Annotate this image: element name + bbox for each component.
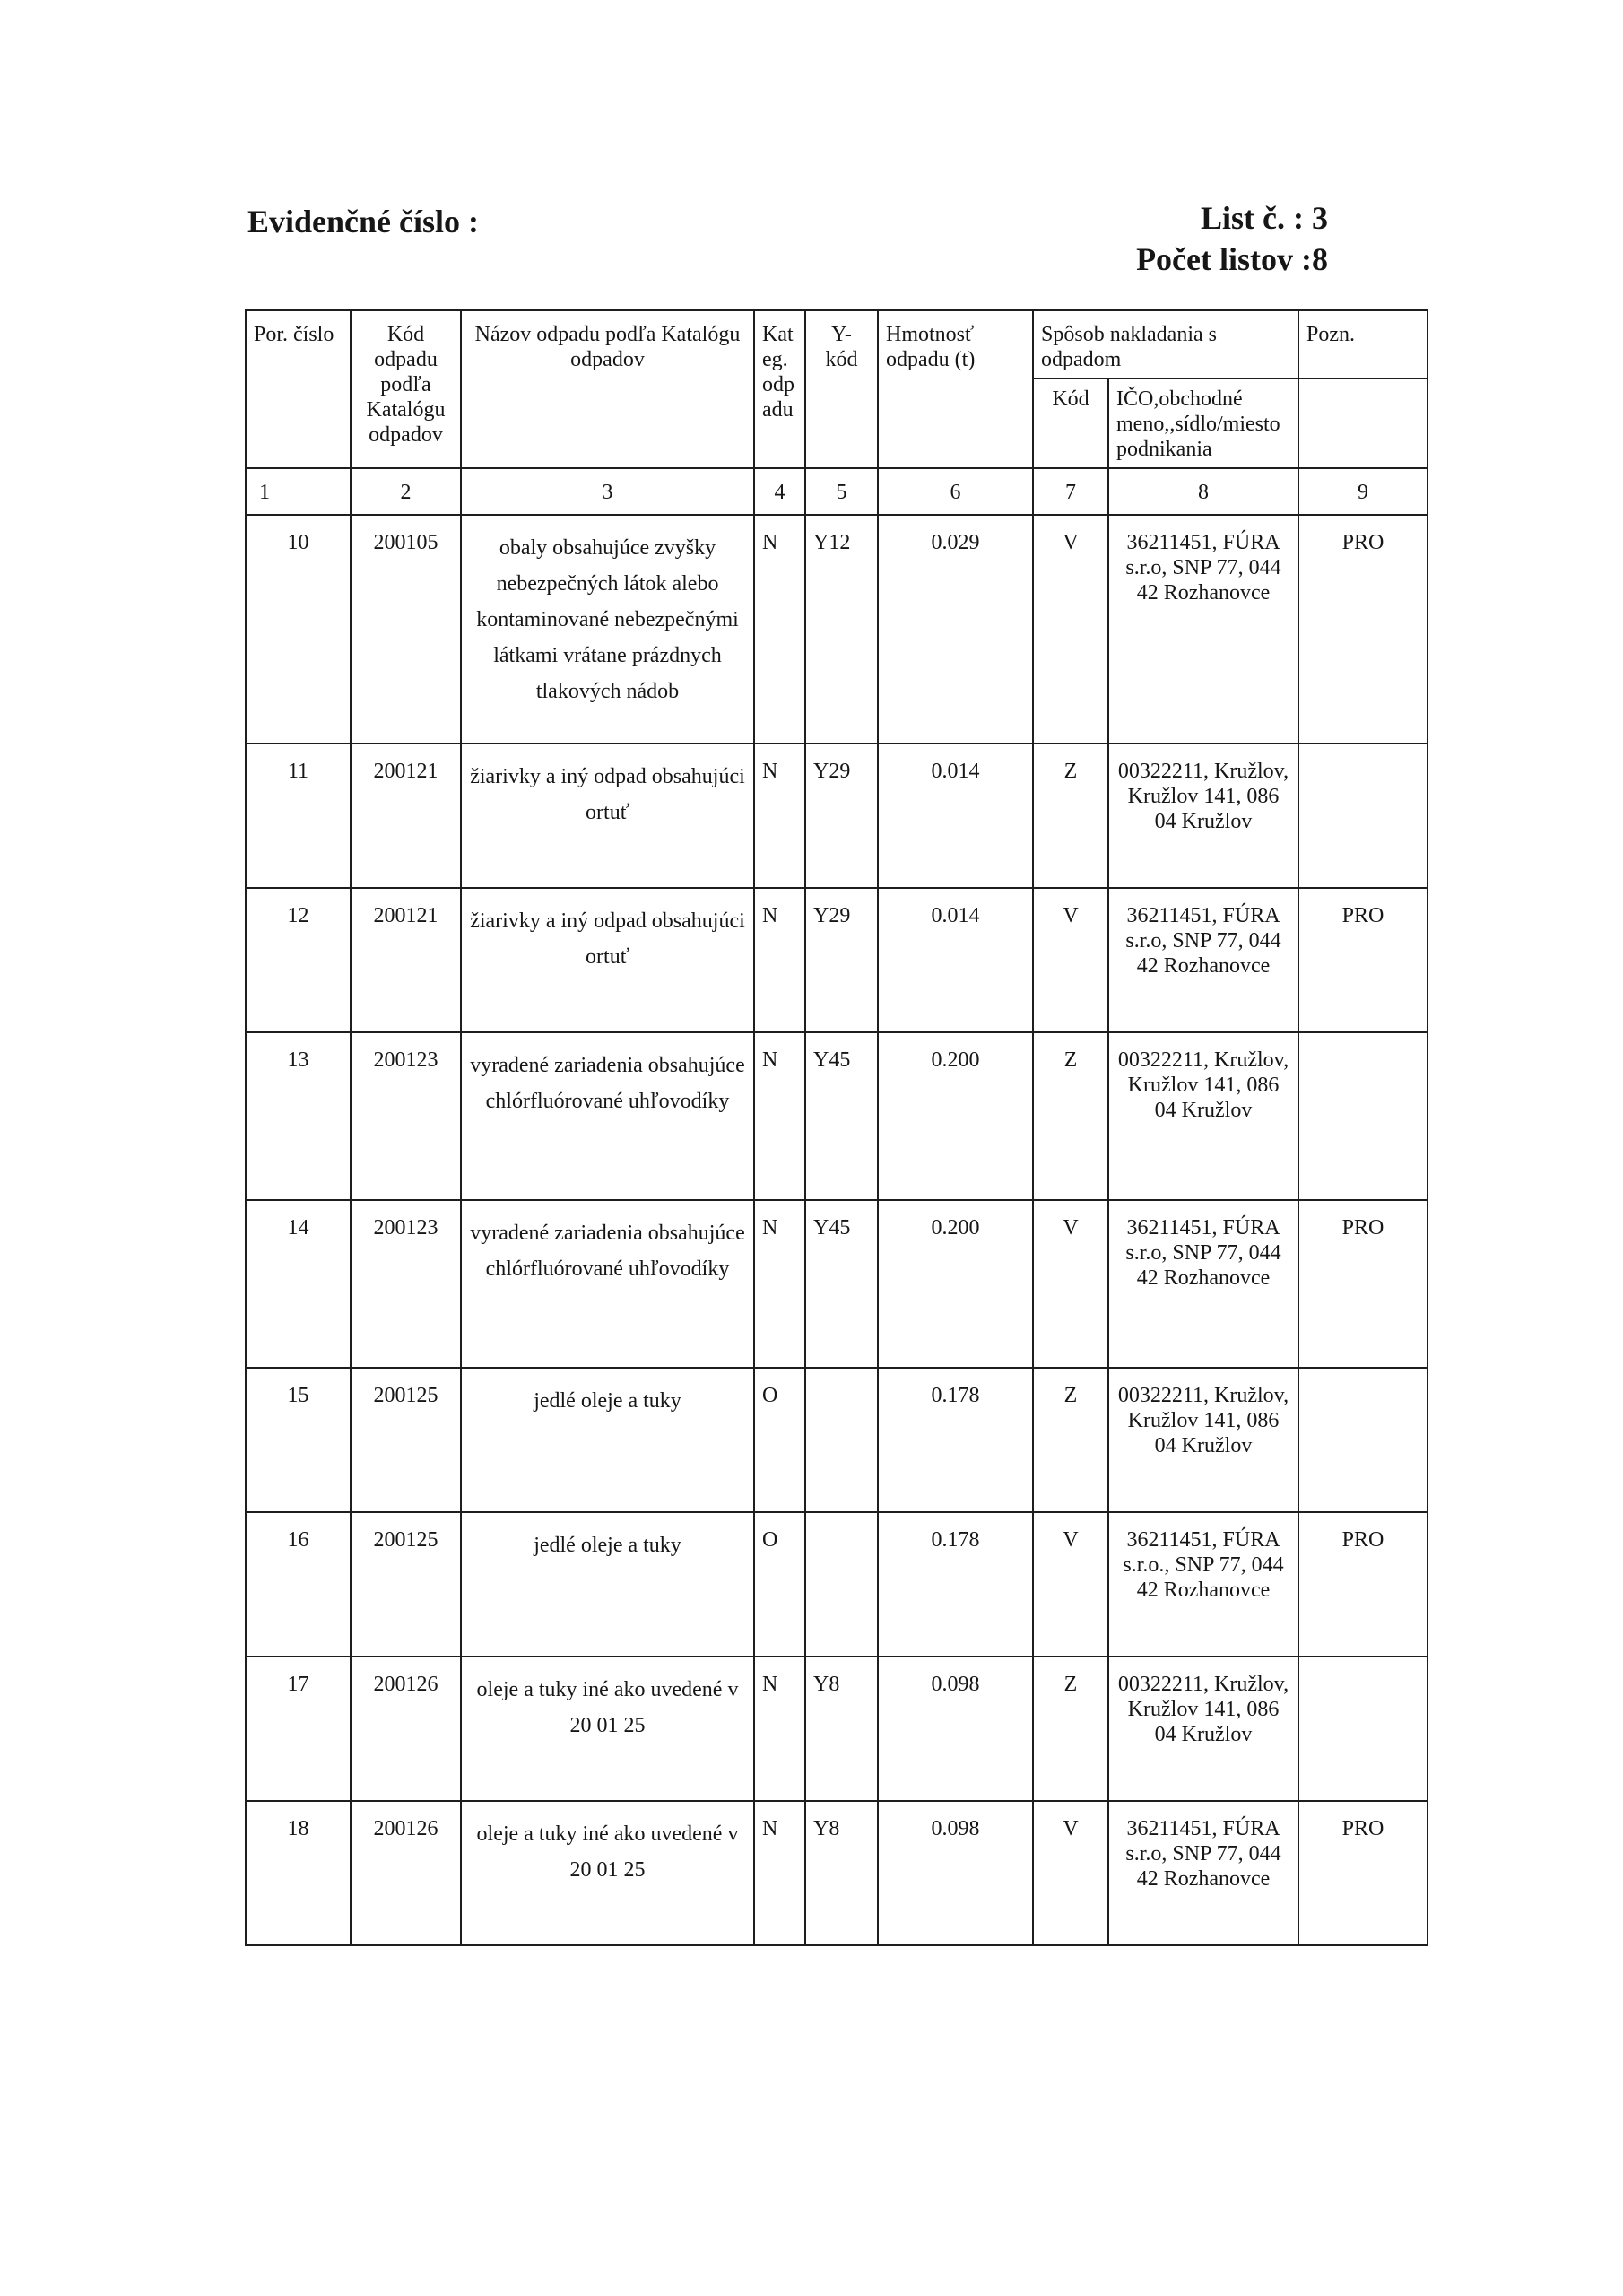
- row-pozn: [1298, 1368, 1428, 1512]
- table-row: [246, 1200, 1428, 1368]
- row-pozn: PRO: [1298, 1512, 1428, 1657]
- row-por-cislo: 11: [246, 744, 351, 888]
- row-kod-odpadu: 200126: [351, 1801, 461, 1945]
- row-por-cislo: 13: [246, 1032, 351, 1200]
- row-ykod: Y8: [805, 1657, 878, 1801]
- row-ico: 00322211, Kružlov, Kružlov 141, 086 04 Kružlov: [1108, 1657, 1298, 1801]
- table-row: [246, 1657, 1428, 1801]
- row-hmotnost: 0.014: [878, 888, 1033, 1032]
- row-nazov-odpadu: žiarivky a iný odpad obsahujúci ortuť: [461, 888, 754, 1032]
- row-por-cislo: 17: [246, 1657, 351, 1801]
- row-kat: N: [754, 888, 805, 1032]
- row-kat: N: [754, 1801, 805, 1945]
- row-kod: Z: [1033, 1032, 1108, 1200]
- header-kod: Kód: [1033, 378, 1108, 468]
- row-nazov-odpadu: jedlé oleje a tuky: [461, 1512, 754, 1657]
- row-hmotnost: 0.098: [878, 1801, 1033, 1945]
- header-kod-odpadu: Kód odpadu podľa Katalógu odpadov: [351, 310, 461, 468]
- column-number: 8: [1108, 468, 1298, 515]
- row-hmotnost: 0.200: [878, 1032, 1033, 1200]
- row-kat: N: [754, 1032, 805, 1200]
- row-kod-odpadu: 200125: [351, 1512, 461, 1657]
- table-row: [246, 744, 1428, 888]
- header-kat: Kat eg. odp adu: [754, 310, 805, 468]
- row-hmotnost: 0.178: [878, 1368, 1033, 1512]
- row-kod-odpadu: 200123: [351, 1200, 461, 1368]
- table-row: [246, 1032, 1428, 1200]
- row-hmotnost: 0.029: [878, 515, 1033, 744]
- row-pozn: [1298, 1657, 1428, 1801]
- column-number: 3: [461, 468, 754, 515]
- list-number: List č. : 3: [1201, 200, 1328, 236]
- row-ico: 36211451, FÚRA s.r.o., SNP 77, 044 42 Rozhanovce: [1108, 1512, 1298, 1657]
- column-number: 5: [805, 468, 878, 515]
- row-ykod: [805, 1368, 878, 1512]
- column-number: 4: [754, 468, 805, 515]
- header-ico: IČO,obchodné meno,,sídlo/miesto podnikania: [1108, 378, 1298, 468]
- row-kod-odpadu: 200121: [351, 888, 461, 1032]
- row-kod: Z: [1033, 744, 1108, 888]
- header-pozn: Pozn.: [1298, 310, 1428, 378]
- row-kod: V: [1033, 1512, 1108, 1657]
- row-por-cislo: 10: [246, 515, 351, 744]
- row-kod: V: [1033, 1200, 1108, 1368]
- row-ykod: Y45: [805, 1032, 878, 1200]
- row-nazov-odpadu: jedlé oleje a tuky: [461, 1368, 754, 1512]
- row-pozn: [1298, 744, 1428, 888]
- table-row: [246, 888, 1428, 1032]
- row-ykod: [805, 1512, 878, 1657]
- row-nazov-odpadu: oleje a tuky iné ako uvedené v 20 01 25: [461, 1801, 754, 1945]
- row-nazov-odpadu: vyradené zariadenia obsahujúce chlórfluórované uhľovodíky: [461, 1032, 754, 1200]
- table-row: [246, 1512, 1428, 1657]
- row-kod: V: [1033, 1801, 1108, 1945]
- row-ico: 00322211, Kružlov, Kružlov 141, 086 04 Kružlov: [1108, 1032, 1298, 1200]
- row-por-cislo: 15: [246, 1368, 351, 1512]
- row-kod-odpadu: 200125: [351, 1368, 461, 1512]
- column-number: 7: [1033, 468, 1108, 515]
- evidencne-cislo-label: Evidenčné číslo :: [247, 204, 479, 239]
- row-kat: N: [754, 744, 805, 888]
- row-kat: N: [754, 1200, 805, 1368]
- row-ico: 36211451, FÚRA s.r.o, SNP 77, 044 42 Rozhanovce: [1108, 1801, 1298, 1945]
- table-row: [246, 515, 1428, 744]
- row-ico: 36211451, FÚRA s.r.o, SNP 77, 044 42 Rozhanovce: [1108, 1200, 1298, 1368]
- row-por-cislo: 14: [246, 1200, 351, 1368]
- row-nazov-odpadu: obaly obsahujúce zvyšky nebezpečných látok alebo kontaminované nebezpečnými látkami vrátane prázdnych tlakových nádob: [461, 515, 754, 744]
- table-row: [246, 1368, 1428, 1512]
- column-number: 6: [878, 468, 1033, 515]
- row-pozn: [1298, 1032, 1428, 1200]
- column-number: 9: [1298, 468, 1428, 515]
- row-nazov-odpadu: oleje a tuky iné ako uvedené v 20 01 25: [461, 1657, 754, 1801]
- row-kod: V: [1033, 515, 1108, 744]
- row-ykod: Y8: [805, 1801, 878, 1945]
- column-number: 1: [246, 468, 351, 515]
- row-ico: 00322211, Kružlov, Kružlov 141, 086 04 Kružlov: [1108, 744, 1298, 888]
- row-nazov-odpadu: vyradené zariadenia obsahujúce chlórfluórované uhľovodíky: [461, 1200, 754, 1368]
- header-nazov-odpadu: Názov odpadu podľa Katalógu odpadov: [461, 310, 754, 468]
- row-ykod: Y29: [805, 744, 878, 888]
- header-pozn-empty: [1298, 378, 1428, 468]
- row-ykod: Y29: [805, 888, 878, 1032]
- row-por-cislo: 16: [246, 1512, 351, 1657]
- row-ico: 36211451, FÚRA s.r.o, SNP 77, 044 42 Rozhanovce: [1108, 888, 1298, 1032]
- row-nazov-odpadu: žiarivky a iný odpad obsahujúci ortuť: [461, 744, 754, 888]
- row-pozn: PRO: [1298, 888, 1428, 1032]
- row-ykod: Y45: [805, 1200, 878, 1368]
- table-row: [246, 1801, 1428, 1945]
- row-kod-odpadu: 200126: [351, 1657, 461, 1801]
- row-pozn: PRO: [1298, 1801, 1428, 1945]
- row-pozn: PRO: [1298, 515, 1428, 744]
- row-ico: 36211451, FÚRA s.r.o, SNP 77, 044 42 Rozhanovce: [1108, 515, 1298, 744]
- row-kod-odpadu: 200105: [351, 515, 461, 744]
- header-sposob: Spôsob nakladania s odpadom: [1033, 310, 1298, 378]
- header-por-cislo: Por. číslo: [246, 310, 351, 468]
- row-kod: V: [1033, 888, 1108, 1032]
- row-por-cislo: 12: [246, 888, 351, 1032]
- header-hmotnost: Hmotnosť odpadu (t): [878, 310, 1033, 468]
- row-ico: 00322211, Kružlov, Kružlov 141, 086 04 Kružlov: [1108, 1368, 1298, 1512]
- row-kat: N: [754, 515, 805, 744]
- row-hmotnost: 0.178: [878, 1512, 1033, 1657]
- table-header-row: [246, 310, 1428, 378]
- row-hmotnost: 0.098: [878, 1657, 1033, 1801]
- column-number: 2: [351, 468, 461, 515]
- row-kod: Z: [1033, 1368, 1108, 1512]
- column-number-row: [246, 468, 1428, 515]
- row-ykod: Y12: [805, 515, 878, 744]
- waste-table: [245, 309, 1428, 1946]
- row-kat: O: [754, 1368, 805, 1512]
- row-kat: N: [754, 1657, 805, 1801]
- row-pozn: PRO: [1298, 1200, 1428, 1368]
- row-kod-odpadu: 200121: [351, 744, 461, 888]
- sheet-count: Počet listov :8: [1136, 241, 1328, 277]
- header-ykod: Y- kód: [805, 310, 878, 468]
- row-por-cislo: 18: [246, 1801, 351, 1945]
- row-hmotnost: 0.200: [878, 1200, 1033, 1368]
- row-kat: O: [754, 1512, 805, 1657]
- row-kod-odpadu: 200123: [351, 1032, 461, 1200]
- row-kod: Z: [1033, 1657, 1108, 1801]
- row-hmotnost: 0.014: [878, 744, 1033, 888]
